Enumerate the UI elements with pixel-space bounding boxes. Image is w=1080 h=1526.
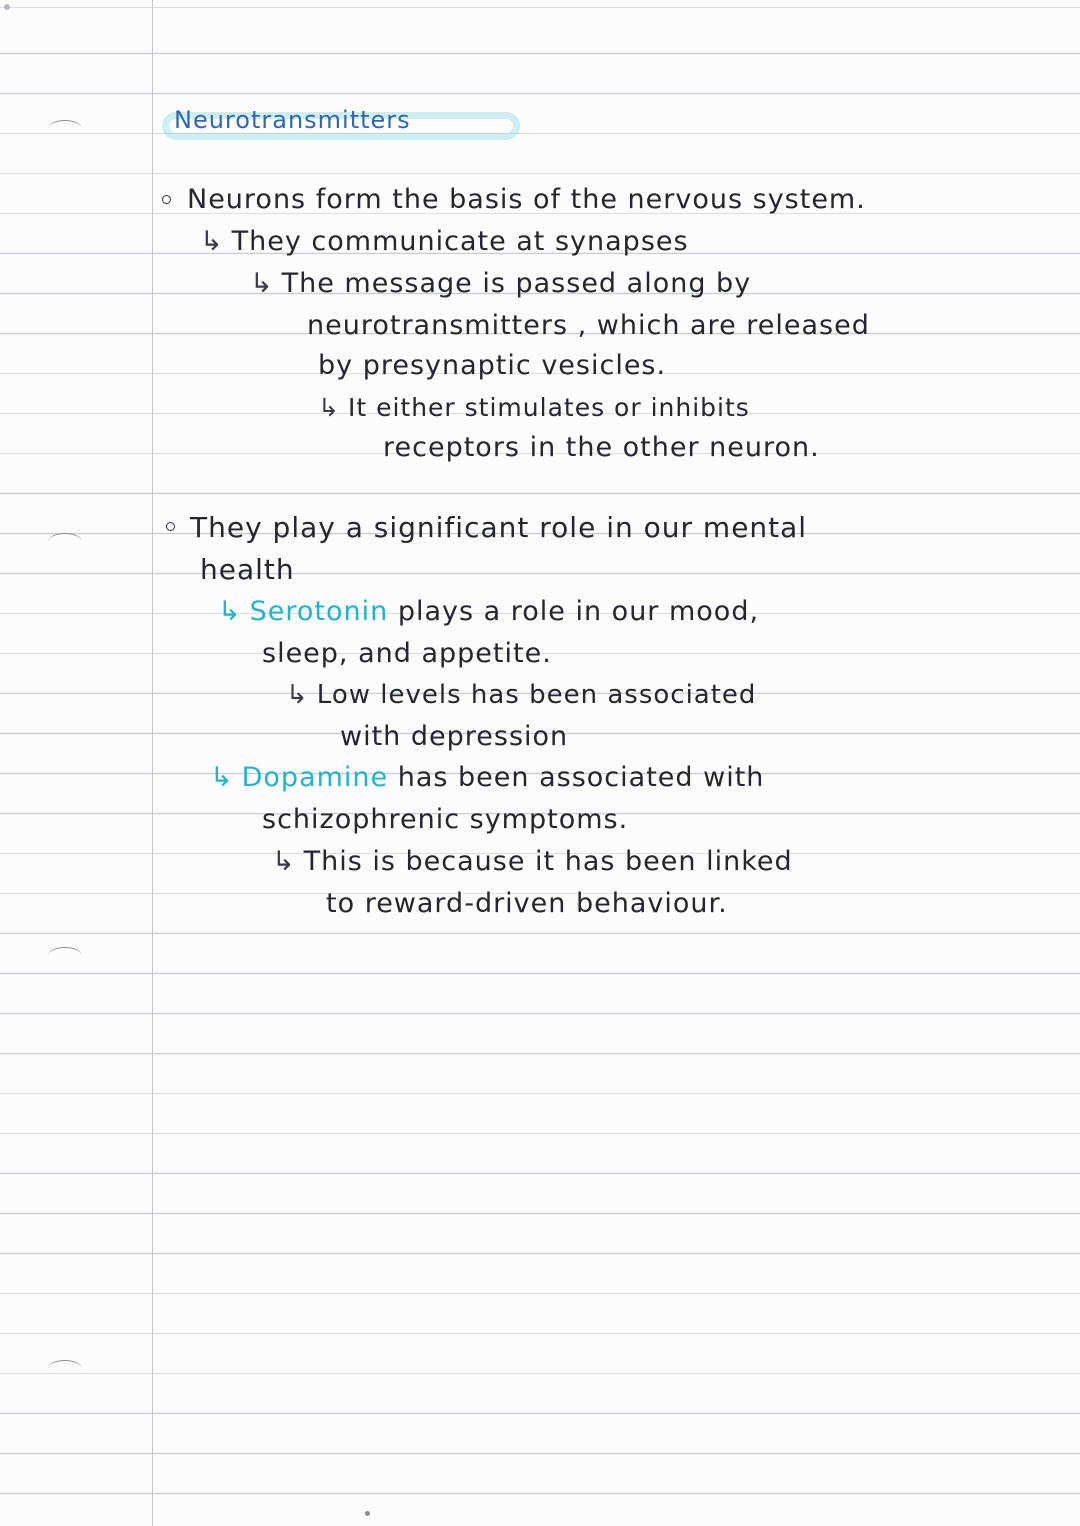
note-line: Neurons form the basis of the nervous system. xyxy=(187,184,866,215)
note-text: Low levels has been associated xyxy=(316,680,757,710)
page-title: Neurotransmitters xyxy=(174,106,411,134)
arrow-icon: ↳ xyxy=(286,680,309,710)
note-subline xyxy=(250,264,751,304)
note-line: sleep, and appetite. xyxy=(262,638,552,669)
key-term-dopamine: Dopamine xyxy=(241,762,389,793)
ink-speck xyxy=(365,1511,370,1516)
note-subline xyxy=(210,758,764,798)
arrow-icon: ↳ xyxy=(272,846,296,877)
note-line: neurotransmitters , which are released xyxy=(307,310,870,341)
note-text: It either stimulates or inhibits xyxy=(347,393,750,422)
binder-hole-3 xyxy=(48,947,82,964)
note-subline xyxy=(272,842,793,882)
note-line: schizophrenic symptoms. xyxy=(262,804,629,835)
bullet-point-1 xyxy=(162,195,171,204)
heading-block xyxy=(162,98,522,150)
note-text: The message is passed along by xyxy=(281,268,752,299)
note-line: to reward-driven behaviour. xyxy=(326,888,728,919)
punch-hole-dot xyxy=(4,4,10,10)
key-term-serotonin: Serotonin xyxy=(249,596,389,627)
note-text: They communicate at synapses xyxy=(231,226,689,257)
note-text: has been associated with xyxy=(388,762,765,793)
margin-line xyxy=(152,0,153,1526)
binder-hole-1 xyxy=(48,120,82,137)
arrow-icon: ↳ xyxy=(318,393,340,422)
note-text: This is because it has been linked xyxy=(303,846,793,877)
note-subline xyxy=(218,592,759,632)
binder-hole-2 xyxy=(48,533,82,550)
note-subline xyxy=(286,675,756,715)
note-text: plays a role in our mood, xyxy=(388,596,760,627)
arrow-icon: ↳ xyxy=(210,762,234,793)
note-line: health xyxy=(200,553,295,586)
note-line: They play a significant role in our mental xyxy=(190,511,808,544)
note-subline xyxy=(200,222,689,262)
bullet-point-2 xyxy=(166,522,175,531)
note-line: with depression xyxy=(340,721,569,752)
arrow-icon: ↳ xyxy=(250,268,274,299)
arrow-icon: ↳ xyxy=(200,226,224,257)
binder-hole-4 xyxy=(48,1360,82,1377)
note-subline xyxy=(318,388,750,428)
note-line: receptors in the other neuron. xyxy=(383,432,820,463)
arrow-icon: ↳ xyxy=(218,596,242,627)
note-line: by presynaptic vesicles. xyxy=(318,350,667,381)
